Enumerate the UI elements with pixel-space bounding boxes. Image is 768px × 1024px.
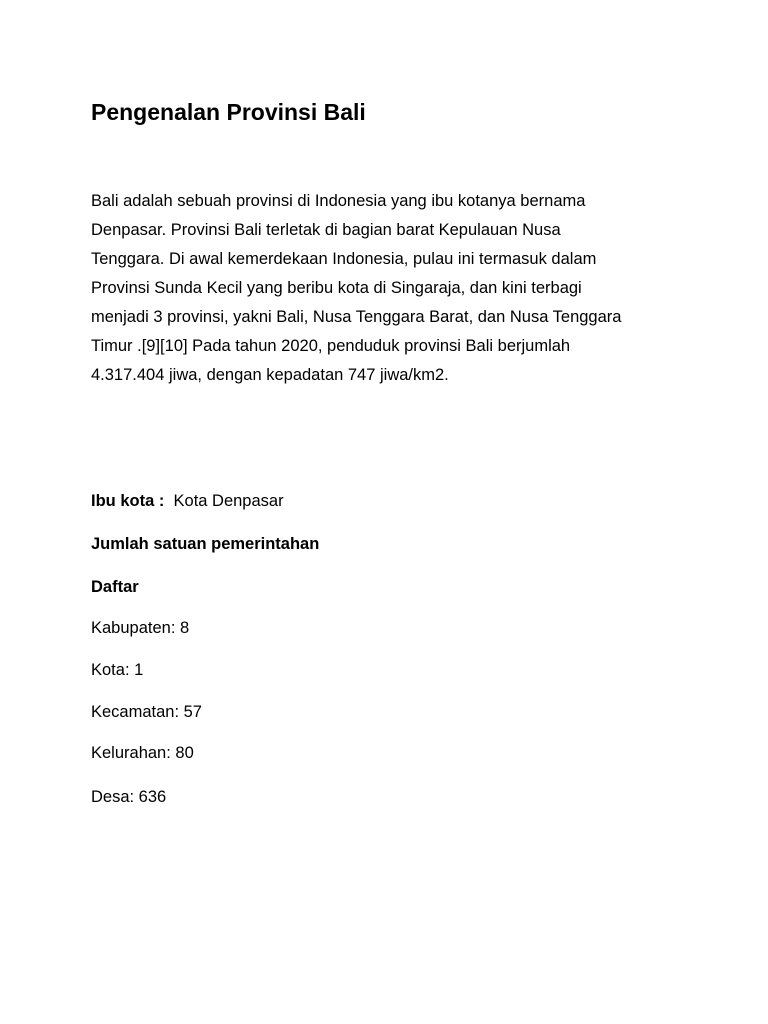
paragraph-line: Timur .[9][10] Pada tahun 2020, penduduk provinsi Bali berjumlah bbox=[91, 337, 571, 355]
paragraph-line: menjadi 3 provinsi, yakni Bali, Nusa Tenggara Barat, dan Nusa Tenggara bbox=[91, 308, 622, 326]
paragraph-line: Provinsi Sunda Kecil yang beribu kota di Singaraja, dan kini terbagi bbox=[91, 279, 582, 297]
unit-kecamatan: Kecamatan: 57 bbox=[91, 703, 202, 721]
unit-kabupaten: Kabupaten: 8 bbox=[91, 619, 190, 637]
unit-desa: Desa: 636 bbox=[91, 788, 167, 806]
paragraph-line: 4.317.404 jiwa, dengan kepadatan 747 jiwa/km2. bbox=[91, 366, 449, 384]
document-title: Pengenalan Provinsi Bali bbox=[91, 99, 366, 125]
unit-kelurahan: Kelurahan: 80 bbox=[91, 744, 194, 762]
list-heading: Daftar bbox=[91, 578, 139, 596]
intro-paragraph bbox=[91, 187, 691, 390]
paragraph-line: Bali adalah sebuah provinsi di Indonesia yang ibu kotanya bernama bbox=[91, 192, 586, 210]
capital-row bbox=[91, 489, 284, 513]
capital-value: Kota Denpasar bbox=[173, 492, 284, 510]
capital-label: Ibu kota : bbox=[91, 492, 165, 510]
paragraph-line: Denpasar. Provinsi Bali terletak di bagian barat Kepulauan Nusa bbox=[91, 221, 561, 239]
gov-units-heading: Jumlah satuan pemerintahan bbox=[91, 535, 320, 553]
paragraph-line: Tenggara. Di awal kemerdekaan Indonesia, pulau ini termasuk dalam bbox=[91, 250, 597, 268]
unit-kota: Kota: 1 bbox=[91, 661, 144, 679]
